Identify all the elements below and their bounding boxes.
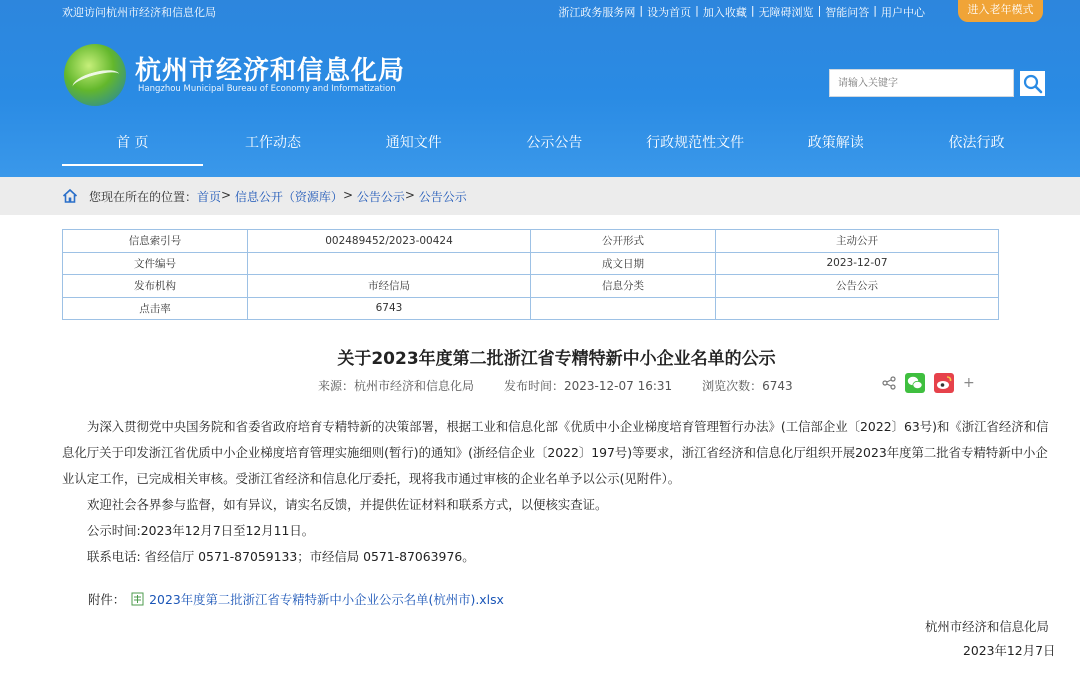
site-header	[0, 0, 1080, 177]
breadcrumb-sep: >	[342, 188, 353, 202]
table-cell	[531, 297, 716, 320]
article-source: 来源：杭州市经济和信息化局	[318, 379, 475, 393]
link-zjzwfw[interactable]: 浙江政务服务网	[558, 6, 636, 19]
nav-law-administration[interactable]: 依法行政	[948, 135, 1005, 151]
nav-work-news[interactable]: 工作动态	[245, 135, 302, 151]
excel-file-icon	[131, 592, 145, 606]
article-date: 2023年12月7日	[963, 643, 1056, 658]
separator: |	[639, 4, 644, 17]
nav-notices[interactable]: 通知文件	[385, 135, 442, 151]
link-smart-qa[interactable]: 智能问答	[825, 6, 870, 19]
table-row	[63, 297, 999, 320]
table-cell: 市经信局	[248, 275, 531, 298]
attachment	[88, 590, 504, 608]
nav-home[interactable]: 首 页	[62, 120, 203, 166]
table-cell: 公开形式	[531, 230, 716, 253]
attachment-link[interactable]: 2023年度第二批浙江省专精特新中小企业公示名单(杭州市).xlsx	[149, 592, 504, 607]
share-more-icon[interactable]: +	[963, 375, 975, 391]
attachment-label: 附件：	[88, 592, 126, 607]
separator: |	[873, 4, 877, 17]
search-button[interactable]	[1018, 69, 1047, 98]
search-icon	[1023, 74, 1043, 94]
main-nav	[62, 120, 1047, 166]
search-input[interactable]	[829, 69, 1014, 97]
breadcrumb-sep: >	[404, 188, 415, 202]
link-accessibility[interactable]: 无障碍浏览	[758, 6, 814, 19]
breadcrumb-announcements[interactable]: 公告公示	[356, 190, 405, 204]
separator: |	[695, 4, 699, 17]
separator: |	[750, 4, 755, 17]
article-paragraph: 联系电话: 省经信厅 0571-87059133；市经信局 0571-87063976。	[87, 549, 475, 564]
breadcrumb-info-open[interactable]: 信息公开（资源库）	[234, 190, 343, 204]
table-row	[63, 252, 999, 275]
table-cell: 成文日期	[531, 252, 716, 275]
top-links	[558, 4, 925, 20]
table-cell	[716, 297, 999, 320]
article-body	[62, 414, 1052, 570]
article-publish-time: 发布时间：2023-12-07 16:31	[504, 379, 673, 393]
article-signature: 杭州市经济和信息化局	[925, 619, 1049, 634]
article-paragraph: 公示时间:2023年12月7日至12月11日。	[87, 523, 315, 538]
article-meta	[318, 377, 793, 394]
share-bar	[882, 373, 975, 393]
home-icon[interactable]	[62, 188, 78, 204]
table-cell: 主动公开	[716, 230, 999, 253]
nav-policy-interpretation[interactable]: 政策解读	[807, 135, 864, 151]
table-cell: 发布机构	[63, 275, 248, 298]
article-views: 浏览次数：6743	[702, 379, 793, 393]
breadcrumb-sep: >	[221, 188, 232, 202]
info-table	[62, 229, 999, 320]
breadcrumb	[0, 177, 1080, 215]
top-bar	[0, 0, 1080, 22]
breadcrumb-trail	[89, 188, 467, 205]
share-icon[interactable]	[882, 376, 896, 390]
table-cell: 文件编号	[63, 252, 248, 275]
table-cell: 002489452/2023-00424	[248, 230, 531, 253]
table-cell: 2023-12-07	[716, 252, 999, 275]
breadcrumb-home[interactable]: 首页	[197, 190, 222, 204]
site-subtitle: Hangzhou Municipal Bureau of Economy and Informatization	[138, 84, 396, 94]
table-cell: 信息分类	[531, 275, 716, 298]
table-cell: 6743	[248, 297, 531, 320]
article-title: 关于2023年度第二批浙江省专精特新中小企业名单的公示	[337, 349, 776, 369]
wechat-icon[interactable]	[905, 373, 925, 393]
link-user-center[interactable]: 用户中心	[881, 6, 925, 19]
breadcrumb-current[interactable]: 公告公示	[418, 190, 467, 204]
table-cell: 点击率	[63, 297, 248, 320]
table-row	[63, 275, 999, 298]
table-row	[63, 230, 999, 253]
article-paragraph: 为深入贯彻党中央国务院和省委省政府培育专精特新的决策部署，根据工业和信息化部《优质中小企业梯度培育管理暂行办法》(工信部企业〔2022〕63号)和《浙江省经济和信息化厅关于印发浙江省优质中小企业梯度培育管理实施细则(暂行)的通知》(浙经信企业〔2022〕197号)等要求，浙江省经济和信息化厅组织开展2023年度第二批省专精特新中小企业认定工作，已完成相关审核。受浙江省经济和信息化厅委托，现将我市通过审核的企业名单予以公示(见附件）。	[62, 419, 1049, 486]
breadcrumb-prefix: 您现在所在的位置：	[89, 190, 198, 204]
nav-announcements[interactable]: 公示公告	[526, 135, 583, 151]
table-cell: 信息索引号	[63, 230, 248, 253]
table-cell: 公告公示	[716, 275, 999, 298]
nav-regulatory-docs[interactable]: 行政规范性文件	[646, 135, 745, 151]
link-add-favorite[interactable]: 加入收藏	[702, 6, 747, 19]
site-title[interactable]: 杭州市经济和信息化局	[135, 56, 406, 86]
article-paragraph: 欢迎社会各界参与监督，如有异议，请实名反馈，并提供佐证材料和联系方式，以便核实查证。	[87, 497, 608, 512]
table-cell	[248, 252, 531, 275]
link-set-homepage[interactable]: 设为首页	[647, 6, 692, 19]
site-logo[interactable]	[64, 44, 126, 106]
weibo-icon[interactable]	[934, 373, 954, 393]
elder-mode-button[interactable]: 进入老年模式	[958, 0, 1043, 22]
welcome-text: 欢迎访问杭州市经济和信息化局	[62, 6, 216, 19]
separator: |	[817, 4, 822, 17]
